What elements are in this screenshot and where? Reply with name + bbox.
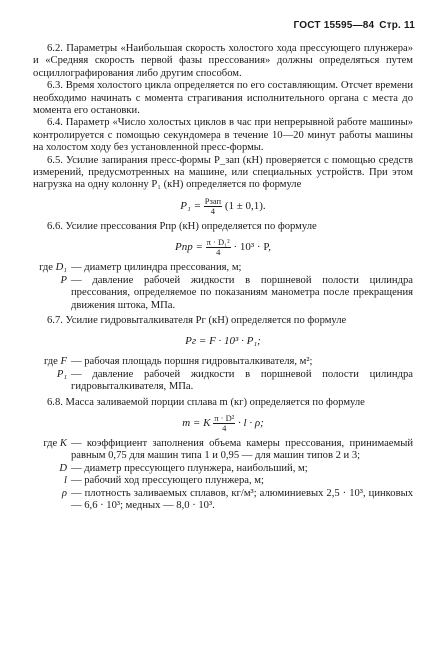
definition-symbol: P₁: [56, 368, 67, 380]
formula-pg: [33, 331, 413, 352]
fraction-numerator: π · D²: [214, 412, 235, 423]
fraction-denominator: 4: [222, 422, 227, 433]
formula-rhs: · 10³ · P,: [233, 241, 271, 254]
formula-lhs: m = K: [182, 416, 211, 429]
definition-text: — давление рабочей жидкости в поршневой полости цилиндра прессования, определяемое по показаниям манометра после прекращения движения штока, МПа.: [71, 274, 413, 311]
paragraph-6-4: 6.4. Параметр «Число холостых циклов в час при непрерывной работе машины» контролируется с помощью секундомера в течение 10—20 минут работы машины на холостом ходу без установленной пресс-формы.: [33, 117, 413, 154]
formula-fraction: [204, 197, 222, 216]
fraction-numerator: π · D₁²: [206, 237, 230, 248]
formula-p1: [33, 196, 413, 217]
definition-row: [33, 356, 413, 368]
formula-lhs: P₁ =: [180, 199, 202, 212]
definitions-list-3: [33, 438, 413, 512]
definition-symbol: ρ: [61, 487, 67, 499]
definition-symbol: l: [64, 475, 67, 487]
paragraph-6-2: 6.2. Параметры «Наибольшая скорость холостого хода прессующего плунжера» и «Средняя скорость первой фазы прессования» должны определяться путем осциллографирования либо другим способом.: [33, 43, 413, 79]
fraction-denominator: 4: [216, 247, 221, 258]
definition-symbol: [33, 438, 67, 463]
paragraph-6-7: 6.7. Усилие гидровыталкивателя Pг (кН) определяется по формуле: [47, 314, 347, 326]
page-number: Стр. 11: [379, 20, 415, 31]
definition-row: [33, 369, 413, 394]
document-body: [33, 43, 413, 515]
definition-lead: где: [39, 262, 53, 274]
definition-row: [33, 438, 413, 463]
definition-row: [33, 463, 413, 475]
formula-lhs: Pпр =: [175, 241, 203, 254]
definition-row: [33, 488, 413, 513]
definition-text: — давление рабочей жидкости в поршневой полости цилиндра гидровыталкивателя, МПа.: [71, 368, 413, 393]
definitions-list-2: [33, 356, 413, 393]
page-header: [294, 20, 415, 31]
formula-fraction: [206, 238, 231, 257]
paragraph-6-5: 6.5. Усилие запирания пресс-формы P_зап (кН) проверяется с помощью средств измерений, предусмотренных на машине, или специальных устройств. При этом нагрузка на одну колонну P₁ (кН) определяется по формуле: [33, 154, 413, 191]
paragraph-6-8: 6.8. Масса заливаемой порции сплава m (кг) определяется по формуле: [47, 396, 365, 408]
definition-row: [33, 275, 413, 312]
definition-symbol-text: D₁: [55, 262, 67, 274]
formula-fraction: [213, 414, 235, 433]
fraction-denominator: 4: [210, 205, 216, 216]
formula-rhs: (1 ± 0,1).: [224, 199, 266, 212]
paragraph-6-3: 6.3. Время холостого цикла определяется по его составляющим. Отсчет времени необходимо начинать с момента страгивания исполнительного органа с места до момента его остановки.: [33, 80, 413, 117]
definition-text: — диаметр цилиндра прессования, м;: [71, 262, 242, 274]
definition-text: — коэффициент заполнения объема камеры прессования, принимаемый равным 0,75 для машин типа 1 и 0,95 — для машин типов 2 и 3;: [71, 437, 413, 462]
fraction-numerator: Pзап: [204, 195, 222, 206]
formula-ppr: [33, 237, 413, 258]
standard-number: ГОСТ 15595—84: [293, 20, 375, 31]
definition-symbol: P: [60, 274, 67, 286]
definition-lead: где: [43, 437, 58, 449]
formula-rhs: · l · ρ;: [238, 416, 264, 429]
definition-symbol: [33, 262, 67, 274]
definition-text: — диаметр прессующего плунжера, наибольший, м;: [71, 462, 308, 474]
definition-lead: где: [43, 356, 58, 368]
formula-text: Pг = F · 10³ · P₁;: [185, 335, 261, 348]
formula-m: [33, 413, 413, 434]
definition-symbol-text: K: [59, 437, 67, 449]
definition-text: — плотность заливаемых сплавов, кг/м³; алюминиевых 2,5 · 10³, цинковых — 6,6 · 10³; медных — 8,0 · 10³.: [71, 487, 413, 511]
definition-text: — рабочий ход прессующего плунжера, м;: [71, 475, 264, 487]
definition-text: — рабочая площадь поршня гидровыталкивателя, м²;: [71, 356, 313, 368]
definition-row: [33, 262, 413, 274]
definition-symbol: [33, 356, 67, 368]
definition-symbol-text: F: [60, 356, 67, 368]
definition-row: [33, 475, 413, 487]
definitions-list-1: [33, 262, 413, 312]
definition-symbol: D: [59, 462, 67, 474]
paragraph-6-6: 6.6. Усилие прессования Pпр (кН) определяется по формуле: [47, 220, 317, 232]
